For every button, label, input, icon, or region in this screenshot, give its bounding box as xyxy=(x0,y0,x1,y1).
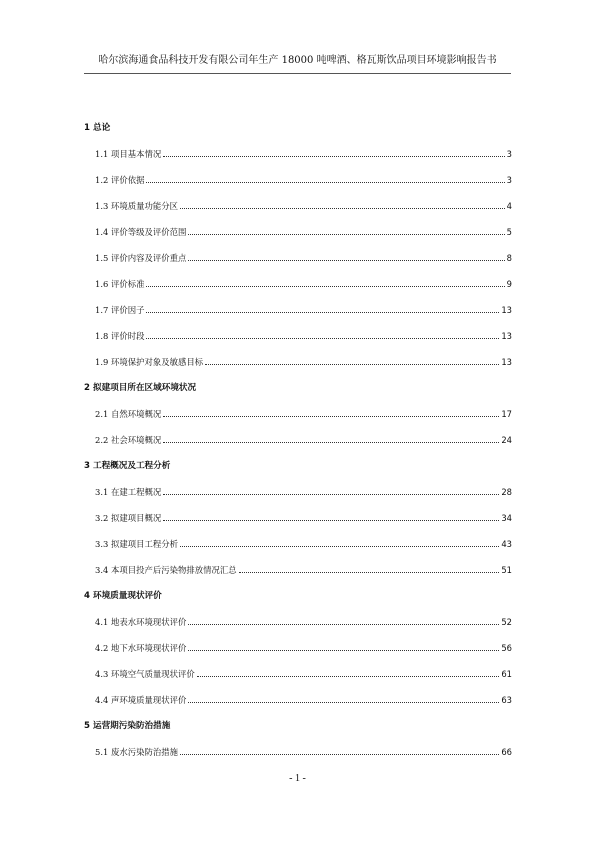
toc-entry-title: 4 环境质量现状评价 xyxy=(84,591,162,601)
toc-entry[interactable] xyxy=(84,326,512,342)
toc-entry[interactable] xyxy=(84,404,512,420)
dot-leader xyxy=(188,649,499,651)
toc-page-number: 13 xyxy=(501,331,512,341)
toc-entry[interactable] xyxy=(84,352,512,368)
toc-chapter[interactable] xyxy=(84,378,512,394)
toc-chapter[interactable] xyxy=(84,456,512,472)
page-number: - 1 - xyxy=(289,773,306,784)
toc-page-number: 9 xyxy=(506,279,512,289)
dot-leader xyxy=(180,207,505,209)
document-title: 哈尔滨海通食品科技开发有限公司年生产 18000 吨啤酒、格瓦斯饮品项目环境影响报告书 xyxy=(98,55,497,66)
dot-leader xyxy=(163,415,499,417)
toc-page-number: 61 xyxy=(501,669,512,679)
toc-page-number: 63 xyxy=(501,695,512,705)
toc-entry-title: 2 拟建项目所在区域环境状况 xyxy=(84,383,197,393)
toc-entry-title: 1.5 评价内容及评价重点 xyxy=(95,253,187,263)
dot-leader xyxy=(146,311,499,313)
toc-entry-title: 3.3 拟建项目工程分析 xyxy=(95,539,178,549)
toc-chapter[interactable] xyxy=(84,586,512,602)
dot-leader xyxy=(188,623,499,625)
toc-chapter[interactable] xyxy=(84,118,512,134)
toc-entry[interactable] xyxy=(84,170,512,186)
toc-entry-title: 3.2 拟建项目概况 xyxy=(95,513,162,523)
dot-leader xyxy=(205,363,499,365)
dot-leader xyxy=(197,675,500,677)
toc-entry[interactable] xyxy=(84,638,512,654)
toc-entry[interactable] xyxy=(84,222,512,238)
toc-entry-title: 1.7 评价因子 xyxy=(95,305,145,315)
toc-entry-title: 1.9 环境保护对象及敏感目标 xyxy=(95,357,204,367)
dot-leader xyxy=(188,701,499,703)
page-header xyxy=(84,54,511,74)
dot-leader xyxy=(180,753,499,755)
toc-entry-title: 5.1 废水污染防治措施 xyxy=(95,747,178,757)
toc-entry-title: 1.8 评价时段 xyxy=(95,331,145,341)
toc-entry-title: 1 总论 xyxy=(84,123,111,133)
toc-page-number: 51 xyxy=(501,565,512,575)
toc-entry[interactable] xyxy=(84,196,512,212)
toc-page-number: 4 xyxy=(506,201,512,211)
dot-leader xyxy=(188,233,504,235)
toc-entry[interactable] xyxy=(84,690,512,706)
toc-page-number: 24 xyxy=(501,435,512,445)
toc-page-number: 5 xyxy=(506,227,512,237)
toc-entry[interactable] xyxy=(84,612,512,628)
toc-entry[interactable] xyxy=(84,274,512,290)
toc-entry[interactable] xyxy=(84,482,512,498)
dot-leader xyxy=(180,545,499,547)
toc-entry[interactable] xyxy=(84,144,512,160)
toc-entry-title: 1.6 评价标准 xyxy=(95,279,145,289)
toc-page-number: 13 xyxy=(501,305,512,315)
dot-leader xyxy=(146,285,504,287)
toc-chapter[interactable] xyxy=(84,716,512,732)
toc-page-number: 34 xyxy=(501,513,512,523)
toc-page-number: 66 xyxy=(501,747,512,757)
toc-entry[interactable] xyxy=(84,248,512,264)
toc-entry-title: 3.4 本项目投产后污染物排放情况汇总 xyxy=(95,565,237,575)
dot-leader xyxy=(146,181,504,183)
toc-page-number: 28 xyxy=(501,487,512,497)
toc-page-number: 3 xyxy=(506,149,512,159)
toc-entry[interactable] xyxy=(84,430,512,446)
toc-entry[interactable] xyxy=(84,300,512,316)
toc-page-number: 8 xyxy=(506,253,512,263)
toc-entry[interactable] xyxy=(84,742,512,758)
toc-entry-title: 3.1 在建工程概况 xyxy=(95,487,162,497)
toc-entry-title: 5 运营期污染防治措施 xyxy=(84,721,171,731)
dot-leader xyxy=(239,571,500,573)
toc-entry-title: 1.2 评价依据 xyxy=(95,175,145,185)
toc-entry-title: 4.2 地下水环境现状评价 xyxy=(95,643,187,653)
toc-entry-title: 2.1 自然环境概况 xyxy=(95,409,162,419)
toc-entry-title: 1.4 评价等级及评价范围 xyxy=(95,227,187,237)
toc-page-number: 43 xyxy=(501,539,512,549)
toc-entry-title: 4.1 地表水环境现状评价 xyxy=(95,617,187,627)
toc-entry-title: 4.3 环境空气质量现状评价 xyxy=(95,669,195,679)
toc-entry-title: 1.1 项目基本情况 xyxy=(95,149,162,159)
toc-entry-title: 3 工程概况及工程分析 xyxy=(84,461,171,471)
toc-page-number: 3 xyxy=(506,175,512,185)
dot-leader xyxy=(163,519,499,521)
dot-leader xyxy=(163,493,499,495)
toc-page-number: 56 xyxy=(501,643,512,653)
toc-page-number: 52 xyxy=(501,617,512,627)
dot-leader xyxy=(163,441,499,443)
dot-leader xyxy=(188,259,504,261)
toc-page-number: 13 xyxy=(501,357,512,367)
toc-entry[interactable] xyxy=(84,664,512,680)
toc-entry-title: 1.3 环境质量功能分区 xyxy=(95,201,178,211)
toc-entry[interactable] xyxy=(84,560,512,576)
toc-entry-title: 2.2 社会环境概况 xyxy=(95,435,162,445)
dot-leader xyxy=(146,337,499,339)
dot-leader xyxy=(163,155,504,157)
toc-page-number: 17 xyxy=(501,409,512,419)
toc-entry[interactable] xyxy=(84,534,512,550)
toc-entry-title: 4.4 声环境质量现状评价 xyxy=(95,695,187,705)
toc-entry[interactable] xyxy=(84,508,512,524)
